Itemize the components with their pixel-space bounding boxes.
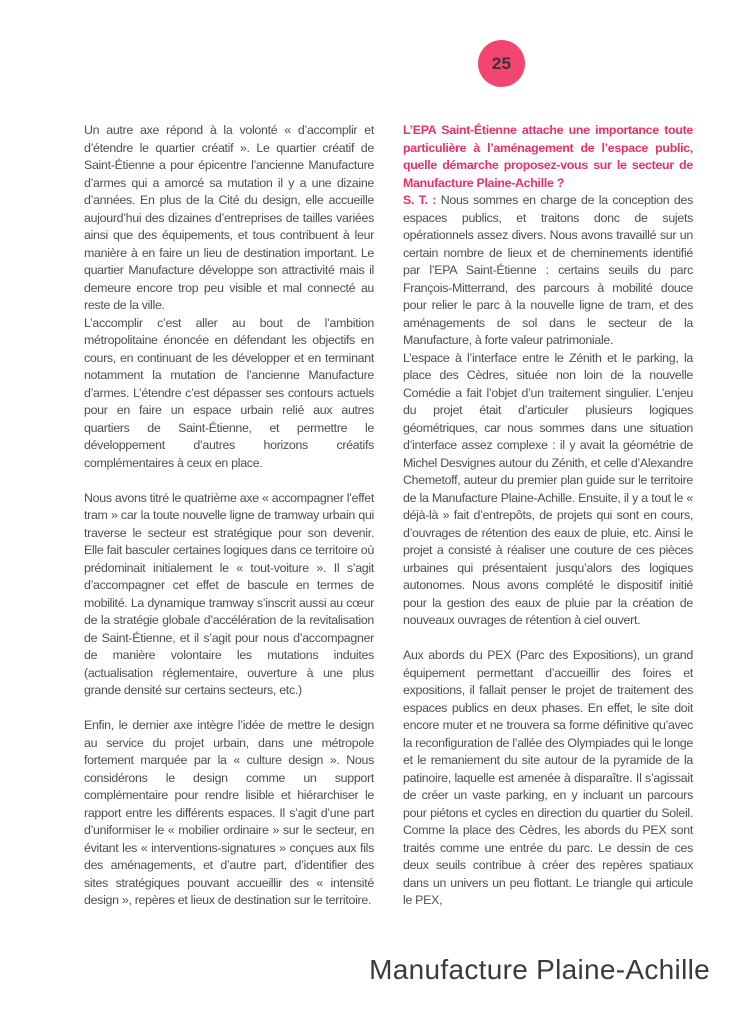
footer-title: Manufacture Plaine-Achille: [357, 951, 710, 992]
answer-paragraph: Aux abords du PEX (Parc des Expositions), un grand équipement permettant d’accueillir des foires et expositions, il fallait penser le projet de traitement des espaces publics en deux phases. En effet, le site doit encore muter et ne trouvera sa forme définitive qu’avec la reconfiguration de l’allée des Olympiades qui le longe et le remaniement du site autour de la pyramide de la patinoire, laquelle est amenée à disparaître. Il s’agissait de créer un vaste parking, en y incluant un parcours pour piétons et cycles en direction du quartier du Soleil. Comme la place des Cèdres, les abords du PEX sont traités comme une entrée du parc. Le dessin de ces deux seuils contribue à créer des repères spatiaux dans un univers un peu flottant. Le triangle qui articule le PEX,: [403, 648, 693, 907]
speaker-label: S. T. :: [403, 193, 437, 207]
left-column: [84, 122, 374, 910]
answer-paragraph: L’espace à l’interface entre le Zénith et le parking, la place des Cèdres, située non loin de la nouvelle Comédie a fait l’objet d’un traitement singulier. L’enjeu du projet était d’articuler plusieurs logiques géométriques, car nous sommes dans une situation d’interface assez complexe : il y avait la géométrie de Michel Desvignes autour du Zénith, et celle d’Alexandre Chemetoff, auteur du premier plan guide sur le territoire de la Manufacture Plaine-Achille. Ensuite, il y a tout le « déjà-là » fait d’entrepôts, de projets qui sont en cours, d’ouvrages de rétention des eaux de pluie, etc. Ainsi le projet a consisté à réaliser une couture de ces pièces urbaines qui présentaient jusqu’alors des logiques autonomes. Nous avons complété le dispositif initié pour la gestion des eaux de pluie par la création de nouveaux ouvrages de rétention à ciel ouvert.: [403, 350, 693, 627]
paragraph: L’accomplir c’est aller au bout de l’ambition métropolitaine énoncée en défendant les objectifs en cours, en continuant de les développer et en terminant notamment la mutation de l’ancienne Manufacture d’armes. L’étendre c’est dépasser ses contours actuels pour en faire un espace urbain relié aux autres quartiers de Saint-Étienne, et permettre le développement d’autres horizons créatifs complémentaires à ceux en place.: [84, 315, 374, 470]
paragraph: Un autre axe répond à la volonté « d’accomplir et d’étendre le quartier créatif ». Le quartier créatif de Saint-Étienne a pour épicentre l’ancienne Manufacture d’armes qui a amorcé sa mutation il y a une dizaine d’années. En plus de la Cité du design, elle accueille aujourd’hui des dizaines d’entreprises de tailles variées ainsi que des équipements, et tous contribuent à leur manière à en faire un lieu de destination important. Le quartier Manufacture développe son attractivité mais il demeure encore trop peu visible et mal connecté au reste de la ville.: [84, 123, 374, 312]
answer-paragraph: [403, 192, 693, 350]
right-column: [403, 122, 693, 910]
paragraph: Enfin, le dernier axe intègre l’idée de mettre le design au service du projet urbain, dans une métropole fortement marquée par la « culture design ». Nous considérons le design comme un support complémentaire pour rendre lisible et hiérarchiser le rapport entre les différents espaces. Il s’agit d’une part d’uniformiser le « mobilier ordinaire » sur le secteur, en évitant les « interventions-signatures » conçues aux fils des aménagements, et d’autre part, d’identifier des sites stratégiques pouvant accueillir des « intensité design », repères et lieux de destination sur le territoire.: [84, 718, 374, 907]
page-number: 25: [491, 53, 512, 73]
paragraph: Nous avons titré le quatrième axe « accompagner l’effet tram » car la toute nouvelle ligne de tramway urbain qui traverse le secteur est stratégique pour son devenir. Elle fait basculer certaines logiques dans ce territoire où prédominait initialement le « tout-voiture ». Il s’agit d’accompagner cet effet de bascule en termes de mobilité. La dynamique tramway s’inscrit aussi au cœur de la stratégie globale d’accélération de la revitalisation de Saint-Étienne, et il s’agit pour nous d’accompagner de manière volontaire les mutations induites (actualisation réglementaire, ouverture à une plus grande densité sur certains secteurs, etc.): [84, 490, 374, 697]
page-number-badge: [478, 40, 525, 87]
text-columns: [84, 122, 694, 910]
answer-text: Nous sommes en charge de la conception des espaces publics, et traitons donc de sujets opérationnels assez divers. Nous avons travaillé sur un certain nombre de lieux et de cheminements identifié par l’EPA Saint-Étienne : certains seuils du parc François-Mitterrand, des parcours à mobilité douce pour relier le parc à la nouvelle ligne de tram, et des aménagements de sol dans le secteur de la Manufacture, à forte valeur patrimoniale.: [403, 193, 693, 347]
interview-question: L’EPA Saint-Étienne attache une importance toute particulière à l’aménagement de l’espace public, quelle démarche proposez-vous sur le secteur de Manufacture Plaine-Achille ?: [403, 123, 693, 190]
